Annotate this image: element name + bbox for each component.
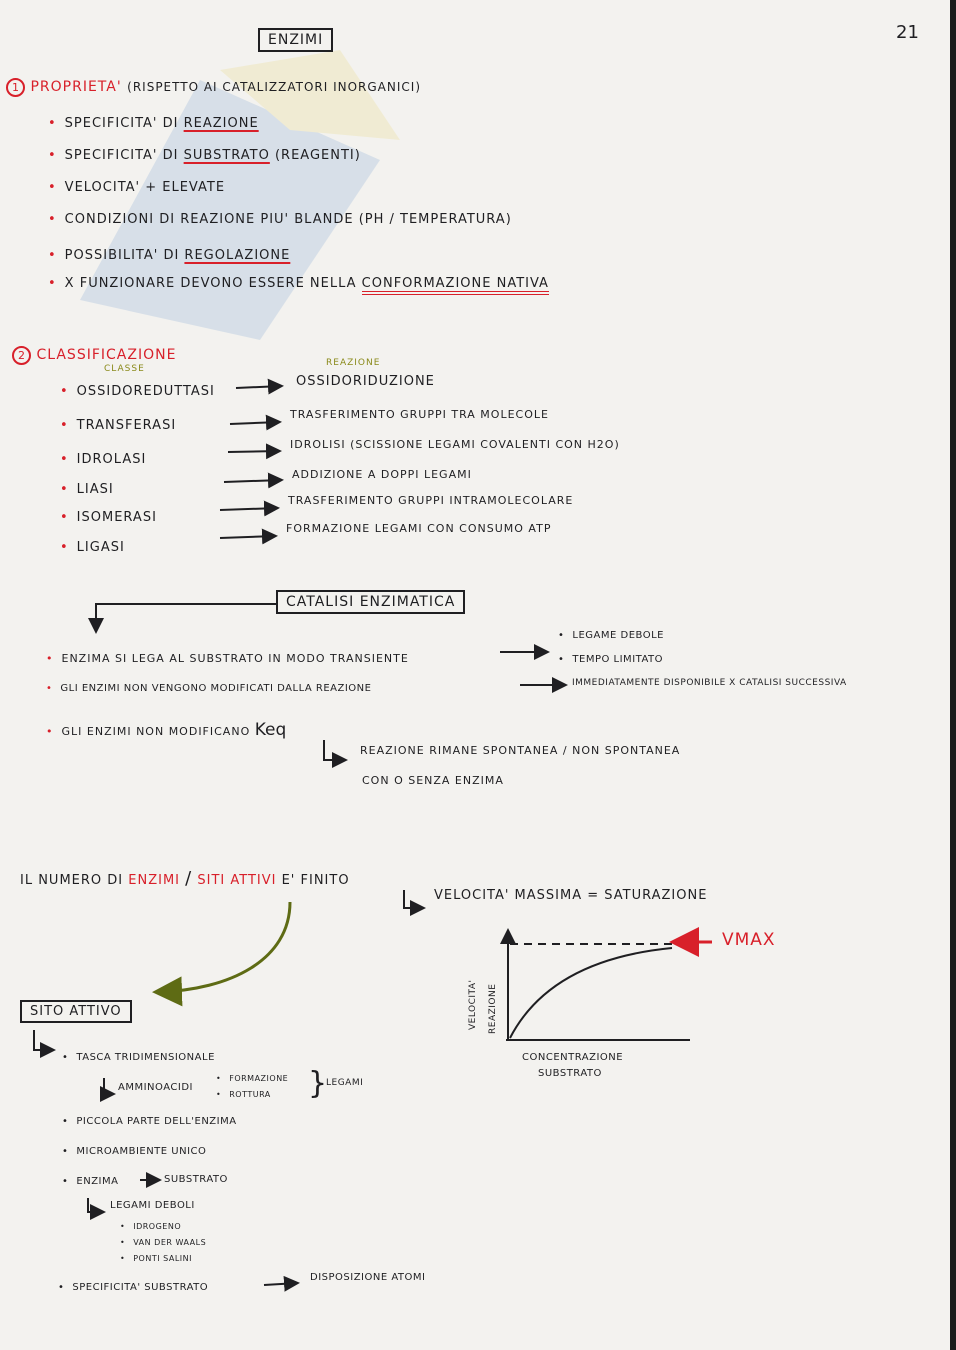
sito-piccola: • PICCOLA PARTE DELL'ENZIMA — [62, 1116, 237, 1127]
class-row-3: • IDROLASI — [60, 452, 146, 467]
prop-item-1: • SPECIFICITA' DI REAZIONE — [48, 116, 259, 131]
class-row-1: • OSSIDOREDUTTASI — [60, 384, 215, 399]
keq-note-2: CON O SENZA ENZIMA — [362, 774, 504, 787]
sito-amminoacidi: AMMINOACIDI — [118, 1082, 193, 1093]
prop-item-4: • CONDIZIONI DI REAZIONE PIU' BLANDE (PH / TEMPERATURA) — [48, 212, 512, 227]
velocita-massima-line: VELOCITA' MASSIMA = SATURAZIONE — [434, 888, 708, 903]
catalisi-line-1: • ENZIMA SI LEGA AL SUBSTRATO IN MODO TRANSIENTE — [46, 652, 409, 665]
prop-item-6: • X FUNZIONARE DEVONO ESSERE NELLA CONFORMAZIONE NATIVA — [48, 276, 549, 291]
class-row-6: • LIGASI — [60, 540, 125, 555]
catalisi-note-legame: • LEGAME DEBOLE — [558, 630, 664, 641]
reaction-row-3: IDROLISI (SCISSIONE LEGAMI COVALENTI CON H2O) — [290, 438, 620, 451]
graph-x-label-2: SUBSTRATO — [538, 1068, 602, 1079]
reaction-row-2: TRASFERIMENTO GRUPPI TRA MOLECOLE — [290, 408, 549, 421]
section1-title: PROPRIETA' — [30, 79, 122, 95]
catalisi-note-disponibile: IMMEDIATAMENTE DISPONIBILE X CATALISI SUCCESSIVA — [572, 678, 847, 688]
sito-legami-deboli: LEGAMI DEBOLI — [110, 1200, 195, 1211]
catalisi-note-tempo: • TEMPO LIMITATO — [558, 654, 663, 665]
graph-y-label-1: VELOCITA' — [468, 979, 478, 1030]
catalisi-connectors — [34, 604, 566, 1285]
graph-y-label-2: REAZIONE — [488, 983, 498, 1034]
vmax-label: VMAX — [722, 930, 776, 950]
sito-micro: • MICROAMBIENTE UNICO — [62, 1146, 206, 1157]
catalisi-box: CATALISI ENZIMATICA — [276, 590, 465, 614]
sito-tasca: • TASCA TRIDIMENSIONALE — [62, 1052, 215, 1063]
brace-icon: } — [308, 1066, 328, 1101]
reaction-row-1: OSSIDORIDUZIONE — [296, 374, 435, 389]
saturation-graph — [506, 930, 712, 1040]
catalisi-line-2: • GLI ENZIMI NON VENGONO MODIFICATI DALLA REAZIONE — [46, 683, 371, 694]
sito-formazione: • FORMAZIONE — [216, 1074, 288, 1083]
section2-title: CLASSIFICAZIONE — [36, 347, 177, 363]
reaction-row-5: TRASFERIMENTO GRUPPI INTRAMOLECOLARE — [288, 494, 574, 507]
class-row-5: • ISOMERASI — [60, 510, 157, 525]
section1-subtitle: (RISPETTO AI CATALIZZATORI INORGANICI) — [127, 80, 422, 94]
keq-symbol: Keq — [254, 720, 287, 740]
reaction-row-4: ADDIZIONE A DOPPI LEGAMI — [292, 468, 472, 481]
catalisi-line-3: • GLI ENZIMI NON MODIFICANO Keq — [46, 720, 286, 740]
prop-item-3: • VELOCITA' + ELEVATE — [48, 180, 225, 195]
debole-van-der-waals: • VAN DER WAALS — [120, 1238, 206, 1247]
section1-number-circle: 1 — [6, 78, 25, 97]
sito-rottura: • ROTTURA — [216, 1090, 271, 1099]
siti-line: IL NUMERO DI ENZIMI / SITI ATTIVI E' FINITO — [20, 868, 350, 889]
prop-item-2: • SPECIFICITA' DI SUBSTRATO (REAGENTI) — [48, 148, 361, 163]
sito-enzima: • ENZIMA — [62, 1176, 118, 1187]
section2-number-circle: 2 — [12, 346, 31, 365]
class-row-4: • LIASI — [60, 482, 114, 497]
sito-specificita: • SPECIFICITA' SUBSTRATO — [58, 1282, 208, 1293]
class-row-2: • TRANSFERASI — [60, 418, 176, 433]
reaction-row-6: FORMAZIONE LEGAMI CON CONSUMO ATP — [286, 522, 552, 535]
prop-item-5: • POSSIBILITA' DI REGOLAZIONE — [48, 248, 290, 263]
keq-note-1: REAZIONE RIMANE SPONTANEA / NON SPONTANEA — [360, 744, 681, 757]
olive-arrow — [158, 902, 290, 992]
classification-arrows — [220, 386, 282, 538]
debole-ponti-salini: • PONTI SALINI — [120, 1254, 192, 1263]
graph-x-label-1: CONCENTRAZIONE — [522, 1052, 624, 1063]
reazione-column-label: REAZIONE — [326, 358, 381, 368]
classe-column-label: CLASSE — [104, 364, 145, 374]
sito-substrato: SUBSTRATO — [164, 1174, 228, 1185]
page-title: ENZIMI — [258, 28, 333, 52]
sito-disposizione: DISPOSIZIONE ATOMI — [310, 1272, 426, 1283]
sito-attivo-box: SITO ATTIVO — [20, 1000, 132, 1023]
sito-legami: LEGAMI — [326, 1078, 364, 1088]
debole-idrogeno: • IDROGENO — [120, 1222, 181, 1231]
page-number: 21 — [896, 22, 919, 43]
